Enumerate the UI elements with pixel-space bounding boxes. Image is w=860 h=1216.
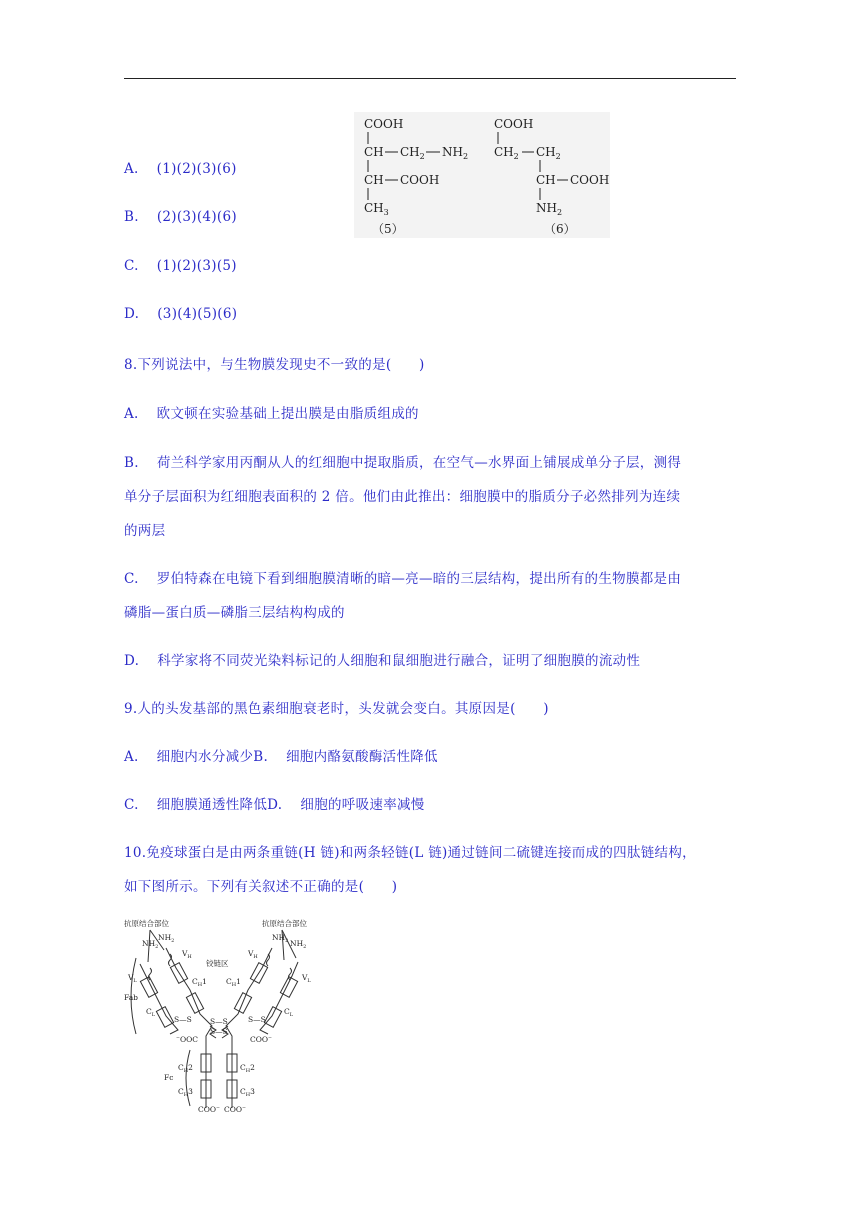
coo-bottom-right: COO⁻ [224,1105,247,1114]
q8-stem: 8.下列说法中，与生物膜发现史不一致的是( ) [124,357,425,373]
mol6-ch2-a: $CH_2$ [494,145,519,161]
mol5-nh2: $NH_2$ [442,145,469,161]
molecule-6 [494,117,609,236]
mol5-cooh-top: COOH [364,117,404,131]
mol6-nh2: $NH_2$ [536,201,563,217]
q9-option-a[interactable]: A. 细胞内水分减少 [124,749,254,765]
fc-label: Fc [164,1073,174,1082]
mol5-ch-upper: CH [364,145,384,159]
ch3-left: $C_H3$ [178,1087,193,1098]
q10-stem-line2: 如下图所示。下列有关叙述不正确的是( ) [124,879,398,895]
nh2-left-1: $NH_2$ [142,939,159,950]
nh2-right-2: $NH_2$ [290,939,307,950]
q7-option-a[interactable]: A. (1)(2)(3)(6) [124,161,237,177]
mol5-ch3: $CH_3$ [364,201,389,217]
cl-right: $C_L$ [284,1007,294,1018]
ss-hinge-1: S—S [210,1017,228,1026]
ch2-left: $C_H2$ [178,1063,193,1074]
vh-left: $V_H$ [182,949,192,960]
ch1-right: $C_H1$ [226,977,241,988]
mol6-cooh-side: COOH [570,173,610,187]
vh-right: $V_H$ [248,949,258,960]
mol5-cooh-side: COOH [400,173,440,187]
nh2-right-1: $NH_2$ [272,933,289,944]
ss-right: S—S [248,1015,266,1024]
q8-option-d[interactable]: D. 科学家将不同荧光染料标记的人细胞和鼠细胞进行融合，证明了细胞膜的流动性 [124,653,641,669]
q7-option-d[interactable]: D. (3)(4)(5)(6) [124,306,238,322]
ss-left: S—S [174,1015,192,1024]
q7-option-c[interactable]: C. (1)(2)(3)(5) [124,258,237,274]
vl-left: $V_L$ [128,973,137,984]
q7-option-b[interactable]: B. (2)(3)(4)(6) [124,209,237,225]
header-rule [124,78,736,79]
q10-stem-line1: 10.免疫球蛋白是由两条重链(H 链)和两条轻链(L 链)通过链间二硫键连接而成的四肽链结构， [124,845,696,861]
mol6-ch2-b: $CH_2$ [536,145,561,161]
ch1-left: $C_H1$ [192,977,207,988]
ch2-right: $C_H2$ [240,1063,255,1074]
mol5-ch2: $CH_2$ [400,145,425,161]
q8-option-b-line3: 的两层 [124,523,166,539]
q8-option-c-line2: 磷脂—蛋白质—磷脂三层结构构成的 [124,605,345,621]
q8-option-b-line2: 单分子层面积为红细胞表面积的 2 倍。他们由此推出：细胞膜中的脂质分子必然排列为连续 [124,489,681,505]
nh2-left-2: $NH_2$ [158,933,175,944]
q9-option-b[interactable]: B. 细胞内酪氨酸酶活性降低 [253,749,438,765]
molecule-5 [364,117,468,236]
q8-option-b[interactable]: B. 荷兰科学家用丙酮从人的红细胞中提取脂质，在空气—水界面上铺展成单分子层，测得 [124,455,682,471]
vl-right: $V_L$ [302,973,311,984]
q9-options-row1 [124,745,438,765]
mol5-ch-lower: CH [364,173,384,187]
coo-right: COO⁻ [250,1035,273,1044]
q9-option-d[interactable]: D. 细胞的呼吸速率减慢 [267,797,425,813]
antigen-site-right-label: 抗原结合部位 [262,919,307,928]
amino-acid-structures-figure [354,112,610,238]
ooc-left: ⁻OOC [176,1035,199,1044]
coo-bottom-left: COO⁻ [198,1105,221,1114]
q9-option-c[interactable]: C. 细胞膜通透性降低 [124,797,268,813]
q9-options-row2 [124,793,425,813]
mol6-cooh-top: COOH [494,117,534,131]
mol6-label: （6） [544,222,576,236]
antigen-site-left-label: 抗原结合部位 [124,919,169,928]
mol5-label: （5） [372,222,404,236]
cl-left: $C_L$ [146,1007,156,1018]
ss-hinge-2: S—S [210,1027,228,1036]
q8-option-c[interactable]: C. 罗伯特森在电镜下看到细胞膜清晰的暗—亮—暗的三层结构，提出所有的生物膜都是由 [124,571,682,587]
antibody-structure-figure [122,918,332,1118]
hinge-label: 铰链区 [206,959,229,968]
q9-stem: 9.人的头发基部的黑色素细胞衰老时，头发就会变白。其原因是( ) [124,701,549,717]
q8-option-a[interactable]: A. 欧文顿在实验基础上提出膜是由脂质组成的 [124,406,419,422]
mol6-ch: CH [536,173,556,187]
fab-label: Fab [124,993,138,1002]
ch3-right: $C_H3$ [240,1087,255,1098]
